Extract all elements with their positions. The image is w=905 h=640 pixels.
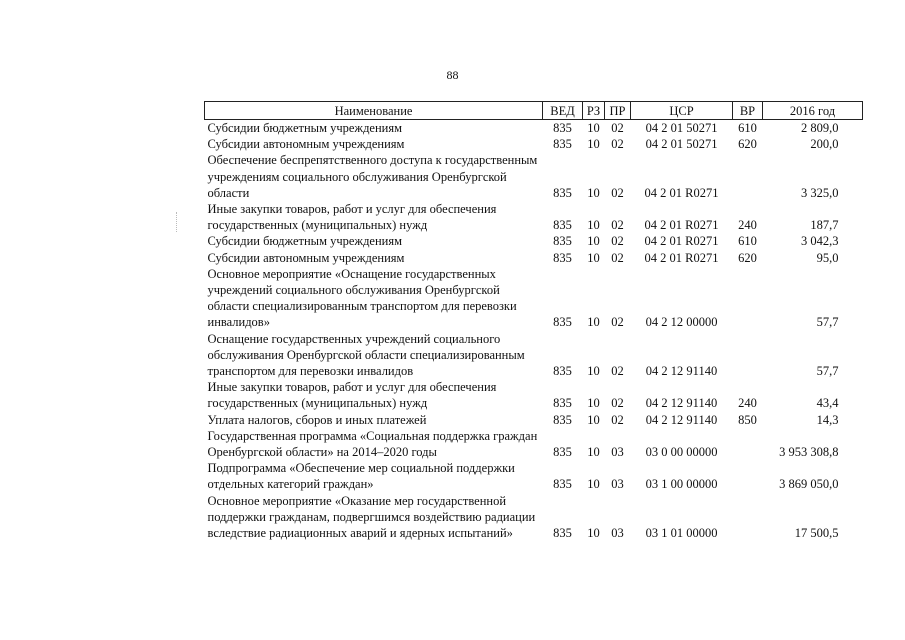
cell-rz: 10 [587, 185, 600, 200]
cell-vr [733, 493, 763, 542]
cell-pr: 02 [611, 137, 624, 152]
cell-pr: 03 [611, 526, 624, 541]
cell-amount: 187,7 [810, 218, 839, 233]
cell-pr: 02 [611, 315, 624, 330]
table-row [205, 379, 863, 411]
cell-amount: 14,3 [816, 412, 839, 427]
cell-rz: 10 [587, 445, 600, 460]
cell-pr: 02 [611, 412, 624, 427]
page-number: 88 [446, 68, 459, 82]
cell-name: Основное мероприятие «Оснащение государственных учреждений социального обслуживания Оренбургской области специализированным транспортом для перевозки инвалидов» [207, 266, 517, 330]
header-csr: ЦСР [631, 102, 733, 120]
cell-pr: 02 [611, 364, 624, 379]
cell-ved: 835 [553, 185, 572, 200]
header-year: 2016 год [763, 102, 863, 120]
budget-table [204, 101, 863, 541]
cell-csr: 04 2 01 50271 [645, 121, 718, 135]
cell-csr: 04 2 12 91140 [645, 396, 718, 411]
table-header-row [205, 102, 863, 120]
cell-vr: 240 [738, 218, 757, 233]
table-row [205, 136, 863, 152]
table-row [205, 266, 863, 331]
cell-vr: 620 [738, 137, 757, 152]
header-ved: ВЕД [543, 102, 583, 120]
cell-vr [733, 152, 763, 201]
table-row [205, 233, 863, 249]
cell-rz: 10 [587, 137, 600, 152]
cell-vr: 610 [738, 234, 757, 249]
cell-amount: 57,7 [816, 315, 839, 330]
cell-csr: 04 2 01 R0271 [644, 250, 719, 265]
cell-rz: 10 [587, 315, 600, 330]
cell-csr: 03 1 01 00000 [645, 526, 718, 541]
table-row [205, 331, 863, 380]
cell-amount: 43,4 [816, 396, 839, 411]
cell-rz: 10 [587, 477, 600, 492]
cell-name: Оснащение государственных учреждений социального обслуживания Оренбургской области специализированным транспортом для перевозки инвалидов [207, 331, 525, 379]
cell-amount: 3 869 050,0 [779, 477, 839, 492]
cell-name: Основное мероприятие «Оказание мер государственной поддержки гражданам, подвергшимся воздействию радиации вследствие радиационных аварий и ядерных испытаний» [207, 493, 536, 541]
cell-pr: 02 [611, 121, 624, 135]
cell-pr: 02 [611, 234, 624, 249]
cell-csr: 04 2 12 91140 [645, 412, 718, 427]
cell-amount: 3 325,0 [801, 185, 839, 200]
cell-vr [733, 460, 763, 492]
table-row [205, 201, 863, 233]
cell-name: Субсидии бюджетным учреждениям [207, 121, 403, 135]
cell-pr: 02 [611, 185, 624, 200]
header-vr: ВР [733, 102, 763, 120]
cell-name: Обеспечение беспрепятственного доступа к государственным учреждениям социального обслуживания Оренбургской области [207, 153, 538, 200]
cell-ved: 835 [553, 315, 572, 330]
cell-rz: 10 [587, 234, 600, 249]
cell-vr: 610 [738, 121, 757, 135]
cell-csr: 04 2 01 R0271 [644, 185, 719, 200]
cell-name: Иные закупки товаров, работ и услуг для обеспечения государственных (муниципальных) нужд [207, 202, 497, 233]
cell-csr: 03 1 00 00000 [645, 477, 718, 492]
cell-name: Подпрограмма «Обеспечение мер социальной поддержки отдельных категорий граждан» [207, 461, 515, 492]
cell-ved: 835 [553, 121, 572, 135]
cell-ved: 835 [553, 234, 572, 249]
scan-artifact [176, 212, 183, 232]
cell-ved: 835 [553, 137, 572, 152]
cell-rz: 10 [587, 396, 600, 411]
header-pr: ПР [605, 102, 631, 120]
cell-ved: 835 [553, 526, 572, 541]
cell-vr [733, 331, 763, 380]
cell-csr: 04 2 12 00000 [645, 315, 718, 330]
cell-pr: 03 [611, 445, 624, 460]
cell-pr: 02 [611, 250, 624, 265]
cell-rz: 10 [587, 364, 600, 379]
cell-pr: 03 [611, 477, 624, 492]
cell-ved: 835 [553, 218, 572, 233]
cell-ved: 835 [553, 477, 572, 492]
table-row [205, 493, 863, 542]
cell-ved: 835 [553, 396, 572, 411]
header-rz: РЗ [583, 102, 605, 120]
cell-ved: 835 [553, 412, 572, 427]
cell-name: Субсидии автономным учреждениям [207, 250, 405, 265]
table-row [205, 460, 863, 492]
cell-rz: 10 [587, 218, 600, 233]
cell-vr [733, 428, 763, 460]
cell-name: Субсидии бюджетным учреждениям [207, 234, 403, 249]
cell-ved: 835 [553, 445, 572, 460]
cell-csr: 04 2 01 R0271 [644, 218, 719, 233]
cell-name: Государственная программа «Социальная поддержка граждан Оренбургской области» на 2014–2020 годы [207, 428, 538, 460]
cell-amount: 2 809,0 [801, 121, 839, 135]
table-row [205, 250, 863, 266]
table-row [205, 152, 863, 201]
cell-csr: 04 2 01 50271 [645, 137, 718, 152]
cell-amount: 17 500,5 [794, 526, 839, 541]
cell-vr: 240 [738, 396, 757, 411]
cell-pr: 02 [611, 218, 624, 233]
cell-ved: 835 [553, 250, 572, 265]
cell-vr: 620 [738, 250, 757, 265]
cell-csr: 04 2 12 91140 [645, 364, 718, 379]
cell-rz: 10 [587, 412, 600, 427]
header-name: Наименование [205, 102, 543, 120]
cell-rz: 10 [587, 121, 600, 135]
cell-name: Уплата налогов, сборов и иных платежей [207, 412, 427, 427]
cell-amount: 3 042,3 [801, 234, 839, 249]
cell-name: Иные закупки товаров, работ и услуг для обеспечения государственных (муниципальных) нужд [207, 380, 497, 411]
cell-amount: 200,0 [810, 137, 839, 152]
table-row [205, 120, 863, 137]
cell-rz: 10 [587, 250, 600, 265]
table-row [205, 428, 863, 460]
cell-name: Субсидии автономным учреждениям [207, 137, 405, 152]
cell-ved: 835 [553, 364, 572, 379]
cell-amount: 57,7 [816, 364, 839, 379]
cell-csr: 03 0 00 00000 [645, 445, 718, 460]
cell-pr: 02 [611, 396, 624, 411]
cell-amount: 95,0 [816, 250, 839, 265]
cell-amount: 3 953 308,8 [779, 445, 839, 460]
cell-csr: 04 2 01 R0271 [644, 234, 719, 249]
cell-rz: 10 [587, 526, 600, 541]
table-row [205, 412, 863, 428]
cell-vr [733, 266, 763, 331]
cell-vr: 850 [738, 412, 757, 427]
